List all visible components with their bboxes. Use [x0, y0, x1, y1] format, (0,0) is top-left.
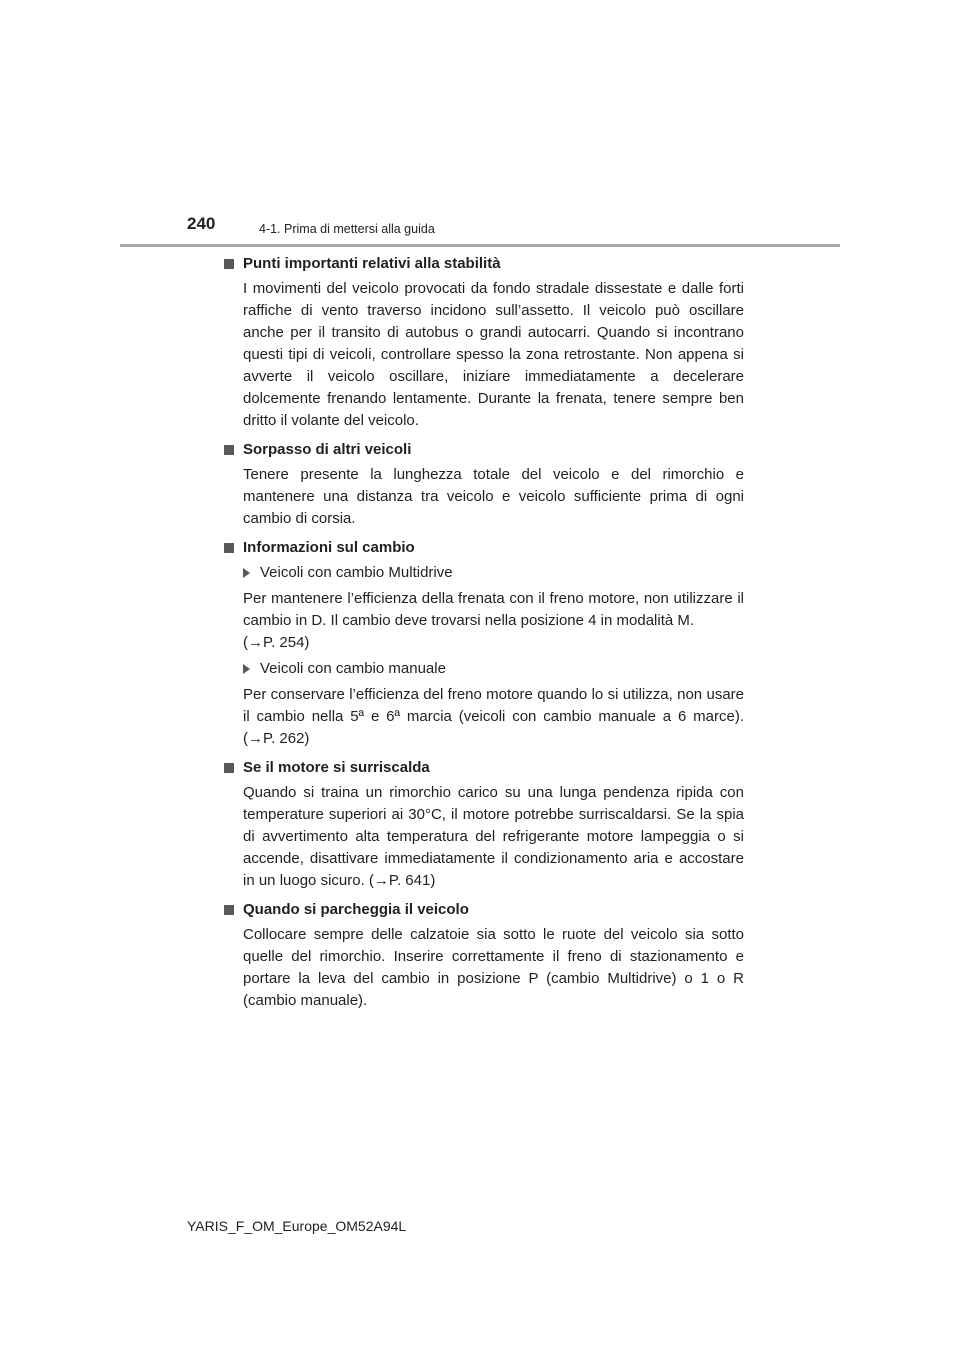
- section-paragraph: Quando si traina un rimorchio carico su una lunga pendenza ripida con temperature superiori ai 30°C, il motore potrebbe surriscaldarsi. Se la spia di avvertimento alta temperatura del refrigerante motore lampeggia o si accende, disattivare immediatamente il condizionamento aria e accostare in un luogo sicuro. (→P. 641): [243, 784, 744, 889]
- section-heading: [222, 758, 744, 778]
- section-paragraph: I movimenti del veicolo provocati da fondo stradale dissestate e dalle forti raffiche di vento traverso incidono sull’assetto. Il veicolo può oscillare anche per il transito di autobus o grandi autocarri. Quando si incontrano questi tipi di veicoli, controllare spesso la zona retrostante. Non appena si avverte il veicolo oscillare, iniziare immediatamente a decelerare dolcemente frenando lentamente. Durante la frenata, tenere sempre ben dritto il volante del veicolo.: [243, 280, 744, 429]
- triangle-right-icon: [243, 664, 250, 674]
- sub-item-label: [260, 658, 744, 680]
- page-content: [222, 254, 744, 1020]
- section-parking: [222, 900, 744, 1012]
- sub-item-paragraph: Per conservare l’efficienza del freno motore quando lo si utilizza, non usare il cambio nella 5ª e 6ª marcia (veicoli con cambio manuale a 6 marce). (→P. 262): [243, 686, 744, 747]
- header-rule: [120, 244, 840, 247]
- square-bullet-icon: [224, 543, 234, 553]
- section-overtaking: [222, 440, 744, 530]
- section-heading-text: Punti importanti relativi alla stabilità: [243, 255, 501, 272]
- square-bullet-icon: [224, 763, 234, 773]
- section-heading: [222, 254, 744, 274]
- section-paragraph: Tenere presente la lunghezza totale del veicolo e del rimorchio e mantenere una distanza tra veicolo e veicolo sufficiente prima di ogni cambio di corsia.: [243, 466, 744, 527]
- page-number: 240: [187, 214, 216, 233]
- section-heading-text: Sorpasso di altri veicoli: [243, 441, 412, 458]
- section-heading: [222, 440, 744, 460]
- sub-item-paragraph: [243, 588, 744, 654]
- square-bullet-icon: [224, 259, 234, 269]
- section-title: 4-1. Prima di mettersi alla guida: [259, 222, 435, 236]
- square-bullet-icon: [224, 445, 234, 455]
- section-paragraph: Collocare sempre delle calzatoie sia sotto le ruote del veicolo sia sotto quelle del rimorchio. Inserire correttamente il freno di stazionamento e portare la leva del cambio in posizione P (cambio Multidrive) o 1 o R (cambio manuale).: [243, 926, 744, 1009]
- sub-item-label: [260, 562, 744, 584]
- section-stability: [222, 254, 744, 432]
- section-overheat: [222, 758, 744, 892]
- section-heading-text: Informazioni sul cambio: [243, 539, 415, 556]
- page-reference: (→P. 254): [243, 634, 310, 651]
- sub-item-label-text: Veicoli con cambio manuale: [260, 660, 446, 677]
- section-heading-text: Quando si parcheggia il veicolo: [243, 901, 469, 918]
- section-heading-text: Se il motore si surriscalda: [243, 759, 430, 776]
- section-heading: [222, 538, 744, 558]
- sub-item-label-text: Veicoli con cambio Multidrive: [260, 564, 453, 581]
- footer-doc-code: YARIS_F_OM_Europe_OM52A94L: [187, 1218, 407, 1234]
- triangle-right-icon: [243, 568, 250, 578]
- sub-item-text: Per mantenere l’efficienza della frenata con il freno motore, non utilizzare il cambio in D. Il cambio deve trovarsi nella posizione 4 in modalità M.: [243, 590, 744, 629]
- square-bullet-icon: [224, 905, 234, 915]
- section-transmission: [222, 538, 744, 750]
- section-heading: [222, 900, 744, 920]
